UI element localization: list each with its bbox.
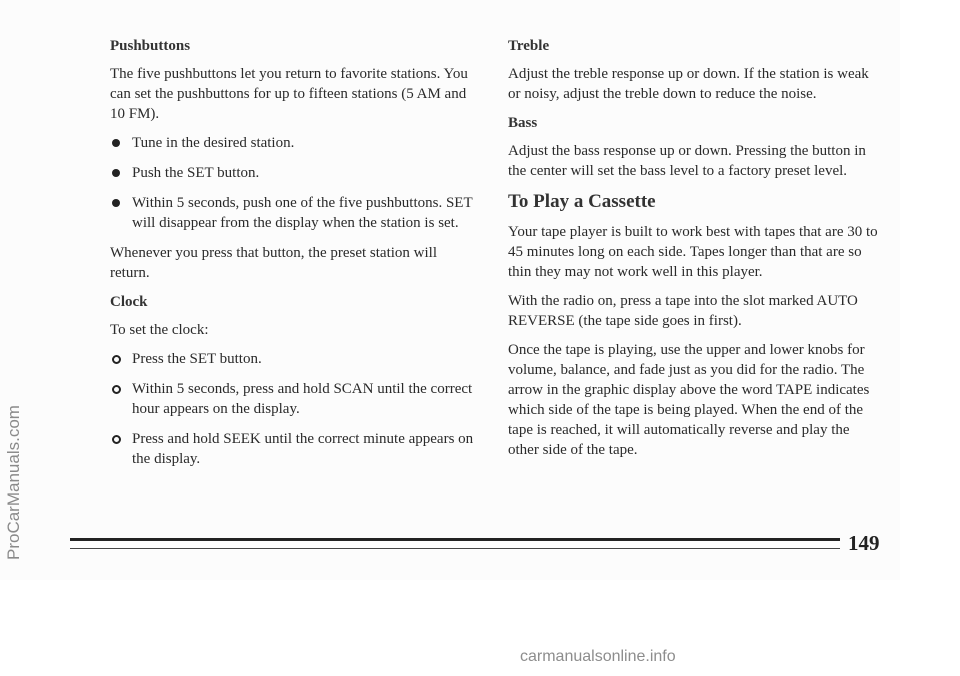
pushbuttons-steps <box>110 133 480 233</box>
treble-heading: Treble <box>508 38 550 54</box>
step-text: Within 5 seconds, push one of the five pushbuttons. SET will disappear from the display when the station is set. <box>132 195 473 231</box>
bullet-icon <box>112 199 120 207</box>
clock-heading: Clock <box>110 294 148 310</box>
left-column <box>110 36 480 479</box>
pushbuttons-heading: Pushbuttons <box>110 38 191 54</box>
list-item <box>110 429 480 469</box>
cassette-paragraph: Your tape player is built to work best with tapes that are 30 to 45 minutes long on each side. Tapes longer than that are so thin they may not work well in this player. <box>508 224 878 280</box>
step-text: Push the SET button. <box>132 165 260 181</box>
bullet-icon <box>112 169 120 177</box>
step-text: Within 5 seconds, press and hold SCAN until the correct hour appears on the display. <box>132 381 473 417</box>
clock-intro: To set the clock: <box>110 322 209 338</box>
list-item <box>110 349 480 369</box>
right-column <box>508 36 880 469</box>
bass-heading: Bass <box>508 115 538 131</box>
list-item <box>110 193 480 233</box>
treble-text: Adjust the treble response up or down. If the station is weak or noisy, adjust the treble down to reduce the noise. <box>508 66 869 102</box>
cassette-heading: To Play a Cassette <box>508 191 656 212</box>
watermark: ProCarManuals.com <box>4 405 23 560</box>
footer-watermark: carmanualsonline.info <box>520 648 676 665</box>
bullet-icon <box>112 385 121 394</box>
pushbuttons-after: Whenever you press that button, the preset station will return. <box>110 245 438 281</box>
list-item <box>110 163 480 183</box>
step-text: Press the SET button. <box>132 351 262 367</box>
cassette-paragraph: Once the tape is playing, use the upper and lower knobs for volume, balance, and fade just as you did for the radio. The arrow in the graphic display above the word TAPE indicates which side of the tape is being played. When the end of the tape is reached, it will automatically reverse and play the other side of the tape. <box>508 342 870 458</box>
step-text: Tune in the desired station. <box>132 135 295 151</box>
list-item <box>110 379 480 419</box>
step-text: Press and hold SEEK until the correct minute appears on the display. <box>132 431 474 467</box>
bullet-icon <box>112 435 121 444</box>
pushbuttons-intro: The five pushbuttons let you return to favorite stations. You can set the pushbuttons for up to fifteen stations (5 AM and 10 FM). <box>110 66 468 122</box>
footer-rule-thin <box>70 548 840 549</box>
bullet-icon <box>112 355 121 364</box>
bullet-icon <box>112 139 120 147</box>
footer-rule-thick <box>70 538 840 541</box>
list-item <box>110 133 480 153</box>
page-number: 149 <box>848 531 880 555</box>
bass-text: Adjust the bass response up or down. Pressing the button in the center will set the bass level to a factory preset level. <box>508 143 866 179</box>
clock-steps <box>110 349 480 469</box>
cassette-paragraph: With the radio on, press a tape into the slot marked AUTO REVERSE (the tape side goes in first). <box>508 293 858 329</box>
